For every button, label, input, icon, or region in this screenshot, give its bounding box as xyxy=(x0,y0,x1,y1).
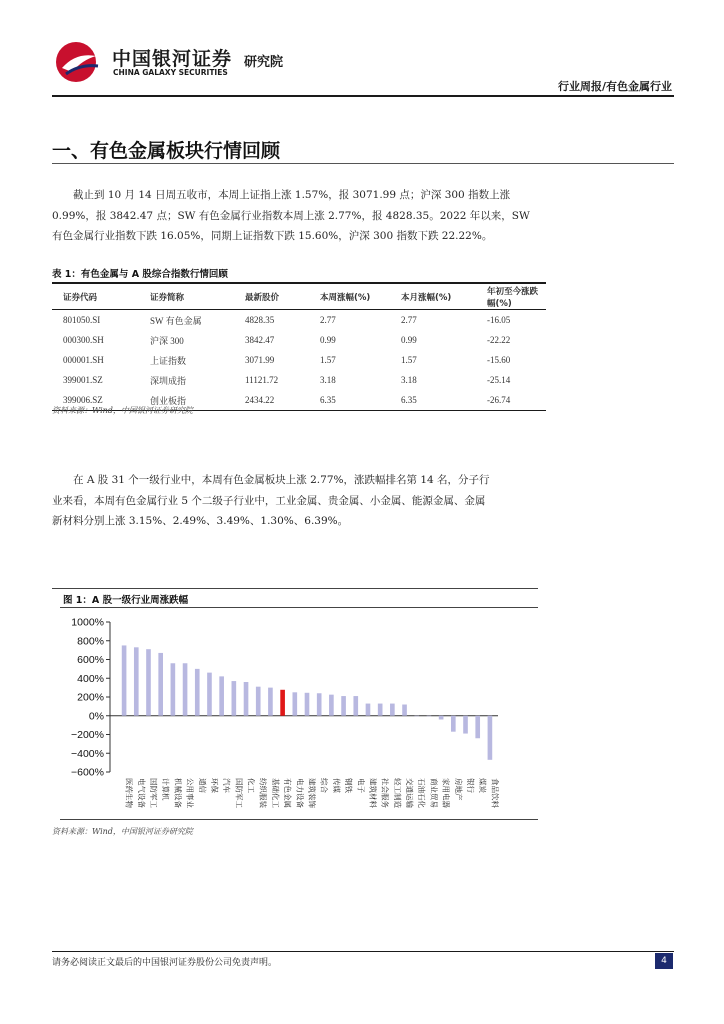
figure-source-note: 资料来源：Wind，中国银河证券研究院 xyxy=(52,827,193,836)
bar xyxy=(475,716,480,739)
table-cell: 2434.22 xyxy=(234,390,309,411)
column-header: 最新股价 xyxy=(234,285,309,310)
table-row xyxy=(52,330,546,350)
figure-caption: 图 1：A 股一级行业周涨跌幅 xyxy=(63,595,189,606)
bar xyxy=(488,716,493,760)
section-title: 一、有色金属板块行情回顾 xyxy=(52,140,281,162)
brand-name-en: CHINA GALAXY SECURITIES xyxy=(113,68,228,77)
industry-ranking-paragraph xyxy=(52,470,552,532)
bar xyxy=(451,716,456,732)
x-category-label: 电力设备 xyxy=(295,778,305,808)
bar xyxy=(292,692,297,715)
x-category-label: 房地产 xyxy=(453,778,463,801)
table-row xyxy=(52,310,546,331)
x-category-label: 电气设备 xyxy=(136,778,146,808)
y-tick-label: 1000% xyxy=(71,616,104,629)
table-cell: 11121.72 xyxy=(245,375,279,385)
x-category-label: 交通运输 xyxy=(405,778,415,808)
paragraph-line: 业来看，本周有色金属行业 5 个二级子行业中，工业金属、贵金属、小金属、能源金属、金属 xyxy=(52,494,486,507)
table-cell: 0.99 xyxy=(401,335,417,345)
x-category-label: 建筑装饰 xyxy=(307,778,317,808)
x-category-label: 化工 xyxy=(246,778,256,793)
table-caption: 表 1：有色金属与 A 股综合指数行情回顾 xyxy=(52,269,228,280)
x-category-label: 国防军工 xyxy=(234,778,244,808)
x-category-label: 医药生物 xyxy=(124,778,134,808)
table-cell: 0.99 xyxy=(320,335,336,345)
x-category-label: 食品饮料 xyxy=(490,778,500,808)
header-divider xyxy=(52,95,674,97)
y-tick-label: 800% xyxy=(77,635,104,648)
bar xyxy=(390,704,395,716)
bar xyxy=(195,669,200,716)
x-category-label: 国防军工 xyxy=(148,778,158,808)
y-tick-label: −400% xyxy=(71,747,104,760)
table-cell: 上证指数 xyxy=(150,355,187,366)
bar xyxy=(378,704,383,716)
bar xyxy=(366,704,371,716)
figure-top-rule xyxy=(52,588,538,589)
index-review-table xyxy=(52,285,546,411)
x-category-label: 社会服务 xyxy=(380,778,390,808)
table-cell: 创业板指 xyxy=(139,390,234,411)
x-category-label: 轻工制造 xyxy=(392,778,402,808)
column-header: 本周涨幅(%) xyxy=(309,285,390,310)
y-tick-label: −200% xyxy=(71,729,104,741)
bar xyxy=(244,682,249,716)
table-header-row xyxy=(52,285,546,310)
bar xyxy=(463,716,468,734)
x-category-label: 传媒 xyxy=(331,778,341,793)
table-top-rule xyxy=(52,282,546,284)
x-category-label: 通信 xyxy=(197,778,207,793)
bar xyxy=(329,695,334,716)
y-tick-label: 600% xyxy=(77,654,104,666)
footer-divider xyxy=(52,951,674,952)
section-divider xyxy=(52,163,674,164)
x-category-label: 商业贸易 xyxy=(429,778,439,808)
brand-name-cn: 中国银河证券 xyxy=(112,48,233,70)
x-category-label: 有色金属 xyxy=(283,778,293,808)
x-category-label: 计算机 xyxy=(161,778,171,801)
table-cell: -25.14 xyxy=(487,375,511,385)
bar xyxy=(256,687,261,716)
x-category-label: 银行 xyxy=(466,778,476,793)
y-tick-label: 400% xyxy=(77,672,104,685)
bar xyxy=(305,693,310,716)
x-category-label: 基础化工 xyxy=(270,778,280,808)
market-review-paragraph xyxy=(52,185,552,247)
y-tick-label: 200% xyxy=(77,691,104,704)
table-cell: 6.35 xyxy=(309,390,390,411)
bar xyxy=(183,663,188,716)
paragraph-line: 有色金属行业指数下跌 16.05%，同期上证指数下跌 15.60%，沪深 300 指数下跌 22.22%。 xyxy=(52,230,493,242)
column-header: 证券简称 xyxy=(139,285,234,310)
table-row xyxy=(52,350,546,370)
table-cell: 000001.SH xyxy=(63,355,104,365)
bar xyxy=(134,647,139,715)
x-category-label: 机械设备 xyxy=(173,778,183,808)
table-cell: 000300.SH xyxy=(63,335,104,345)
bar xyxy=(280,690,285,716)
bar xyxy=(402,705,407,716)
table-cell: 2.77 xyxy=(320,315,336,325)
x-category-label: 综合 xyxy=(319,778,329,793)
x-category-label: 建筑材料 xyxy=(368,778,378,808)
galaxy-logo-icon xyxy=(52,38,104,84)
x-category-label: 钢铁 xyxy=(344,778,354,793)
bar xyxy=(171,663,176,716)
table-cell: 沪深 300 xyxy=(150,335,184,346)
paragraph-line: 0.99%，报 3842.47 点；SW 有色金属行业指数本周上涨 2.77%，报 4828.35。2022 年以来，SW xyxy=(52,209,530,222)
table-cell: 3.18 xyxy=(320,375,336,385)
bar xyxy=(219,676,224,715)
report-type: 行业周报/有色金属行业 xyxy=(557,80,672,93)
footer-disclaimer: 请务必阅读正文最后的中国银河证券股份公司免责声明。 xyxy=(52,958,278,968)
y-tick-label: 0% xyxy=(88,710,104,723)
bar xyxy=(317,693,322,716)
x-category-label: 环保 xyxy=(209,778,219,793)
column-header: 年初至今涨跌幅(%) xyxy=(476,285,546,310)
table-cell: -22.22 xyxy=(487,335,511,345)
table-cell: -26.74 xyxy=(476,390,546,411)
paragraph-line: 截止到 10 月 14 日周五收市，本周上证指上涨 1.57%，报 3071.99 点；沪深 300 指数上涨 xyxy=(73,189,511,201)
bar xyxy=(158,653,163,716)
table-cell: 3071.99 xyxy=(245,355,275,365)
bar xyxy=(146,649,151,716)
table-cell: 399006.SZ xyxy=(52,390,139,411)
column-header: 证券代码 xyxy=(52,285,139,310)
x-category-label: 公用事业 xyxy=(185,778,195,808)
table-cell: 4828.35 xyxy=(245,315,275,325)
bar xyxy=(427,716,432,717)
table-cell: 1.57 xyxy=(401,355,417,365)
x-category-label: 煤炭 xyxy=(478,778,488,793)
table-cell: SW 有色金属 xyxy=(150,315,202,326)
bar xyxy=(414,716,419,717)
bar xyxy=(353,696,358,716)
paragraph-line: 新材料分别上涨 3.15%、2.49%、3.49%、1.30%、6.39%。 xyxy=(52,515,349,527)
table-cell: 2.77 xyxy=(401,315,417,325)
bar xyxy=(232,681,237,716)
paragraph-line: 在 A 股 31 个一级行业中，本周有色金属板块上涨 2.77%，涨跌幅排名第 14 名，分子行 xyxy=(73,474,490,486)
table-source-note: 资料来源：Wind，中国银河证券研究院 xyxy=(52,406,193,415)
x-category-label: 电子 xyxy=(356,778,366,793)
bar xyxy=(122,645,127,715)
bar xyxy=(268,688,273,716)
table-cell: 3.18 xyxy=(401,375,417,385)
column-header: 本月涨幅(%) xyxy=(390,285,476,310)
table-cell: -15.60 xyxy=(487,355,511,365)
table-cell: -16.05 xyxy=(487,315,511,325)
table-cell: 3842.47 xyxy=(245,335,275,345)
figure-caption-rule xyxy=(60,607,538,608)
brand-institute: 研究院 xyxy=(244,55,284,70)
x-category-label: 纺织服装 xyxy=(258,778,268,808)
table-cell: 深圳成指 xyxy=(150,375,187,386)
x-category-label: 石油石化 xyxy=(417,778,427,808)
table-row xyxy=(52,370,546,390)
table-cell: 6.35 xyxy=(390,390,476,411)
bar xyxy=(439,716,444,720)
x-category-label: 汽车 xyxy=(222,778,232,793)
table-cell: 399001.SZ xyxy=(63,375,103,385)
y-tick-label: −600% xyxy=(71,766,104,779)
figure-bottom-rule xyxy=(60,819,538,820)
industry-weekly-change-chart xyxy=(60,612,538,817)
bar xyxy=(341,696,346,716)
table-cell: 1.57 xyxy=(320,355,336,365)
page-number: 4 xyxy=(655,953,673,969)
table-cell: 801050.SI xyxy=(63,315,101,325)
x-category-label: 家用电器 xyxy=(441,778,451,808)
bar xyxy=(207,673,212,716)
